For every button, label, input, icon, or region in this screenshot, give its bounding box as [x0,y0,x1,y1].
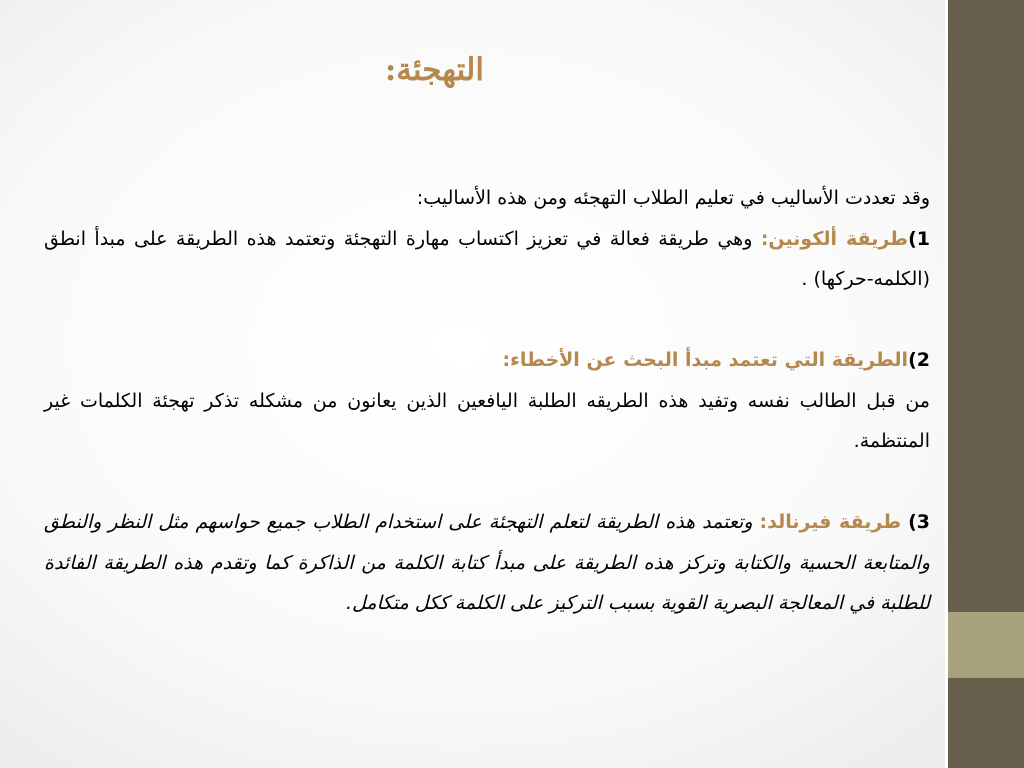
method-3 [44,502,930,624]
sidebar-accent-band [948,612,1024,678]
method-1 [44,219,930,300]
spacer [44,300,930,341]
method-1-name: طريقة ألكونين: [760,227,909,250]
intro-text: وقد تعددت الأساليب في تعليم الطلاب التهجئه ومن هذه الأساليب: [416,187,930,209]
method-3-number: 3) [908,511,931,533]
slide-content [44,178,930,624]
slide-title: التهجئة: [384,52,484,88]
method-2-text: من قبل الطالب نفسه وتفيد هذه الطريقه الطلبة اليافعين الذين يعانون من مشكله تذكر تهجئة الكلمات غير المنتظمة. [44,389,930,452]
method-3-text: وتعتمد هذه الطريقة لتعلم التهجئة على استخدام الطلاب جميع حواسهم مثل النظر والنطق والمتابعة الحسية والكتابة وتركز هذه الطريقة على مبدأ كتابة الكلمة من الذاكرة كما وتقدم هذه الطريقة الفائدة للطلبة في المعالجة البصرية القوية بسبب التركيز على الكلمة ككل متكامل. [44,511,930,614]
method-2-number: 2) [908,349,930,371]
method-2-name: الطريقة التي تعتمد مبدأ البحث عن الأخطاء: [502,349,909,371]
method-2 [44,340,930,381]
method-3-name: طريقة فيرنالد: [759,511,902,533]
spacer [44,462,930,503]
method-1-text: وهي طريقة فعالة في تعزيز اكتساب مهارة التهجئة وتعتمد هذه الطريقة على مبدأ انطق (الكلمه-حركها) . [44,227,930,290]
method-1-number: 1) [908,227,930,250]
